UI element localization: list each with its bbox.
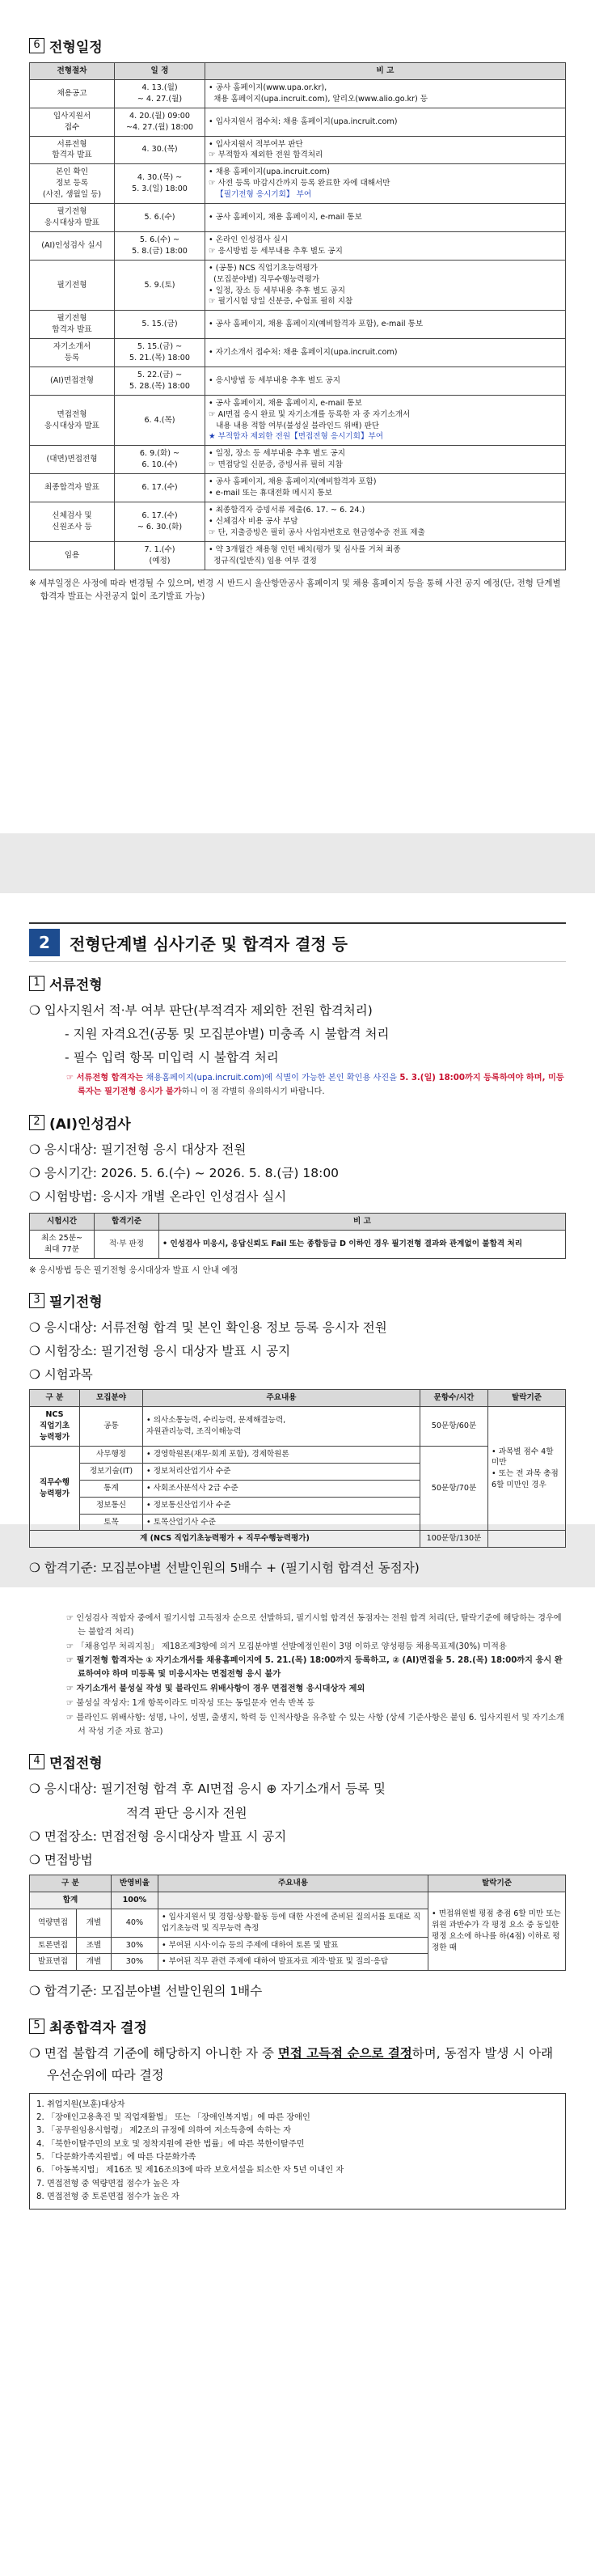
- iv-total-label: 합계: [30, 1892, 112, 1909]
- job-content: • 사회조사분석사 2급 수준: [143, 1480, 420, 1497]
- section-title-text: 서류전형: [49, 977, 103, 994]
- priority-item: 4. 「북한이탈주민의 보호 및 정착지원에 관한 법률」에 따른 북한이탈주민: [36, 2139, 305, 2149]
- doc-line-3: - 필수 입력 항목 미입력 시 불합격 처리: [65, 1050, 279, 1066]
- schedule-note-line: • 공사 홈페이지, 채용 홈페이지(예비합격자 포함), e-mail 통보: [209, 320, 424, 329]
- priority-item: 6. 「아동복지법」 제16조 및 제16조의3에 따라 보호서설을 퇴소한 자 5년 이내인 자: [36, 2166, 344, 2176]
- schedule-note-line: • 입사지원서 접수처: 채용 홈페이지(upa.incruit.com): [209, 117, 398, 126]
- final-line: [29, 2043, 566, 2087]
- schedule-date: 5. 15.(금) ~ 5. 21.(목) 18:00: [115, 339, 205, 367]
- schedule-row: [30, 79, 566, 108]
- schedule-step: (AI)인성검사 실시: [30, 231, 115, 260]
- iv-header-type: 구 분: [30, 1875, 112, 1892]
- schedule-note-line: • 일정, 장소 등 세부내용 추후 별도 공지: [209, 286, 346, 295]
- job-field: 토목: [80, 1514, 143, 1531]
- section-title-final: [29, 2016, 566, 2036]
- schedule-step: 채용공고: [30, 79, 115, 108]
- schedule-note: [205, 164, 566, 204]
- chapter-band: [29, 922, 566, 962]
- job-qty: 50문항/70분: [420, 1446, 488, 1531]
- schedule-note-line: • 입사지원서 적부여부 판단: [209, 139, 303, 149]
- iv-total-ratio: 100%: [111, 1892, 158, 1909]
- written-pass-line: ❍ 합격기준: 모집분야별 선발인원의 5배수 + (필기시험 합격선 동점자): [29, 1561, 420, 1576]
- job-field: 정보기술(IT): [80, 1463, 143, 1480]
- section-title-ai: [29, 1112, 566, 1133]
- iv-content: • 부여된 시사·이슈 등의 주제에 대하여 토론 및 발표: [158, 1937, 428, 1954]
- schedule-note-line: 정규직(일반직) 임용 여부 결정: [209, 556, 317, 566]
- schedule-note-line: 내용 내용 적합 여부(불성실 블라인드 위배) 판단: [209, 421, 380, 430]
- ncs-field: 공통: [80, 1407, 143, 1447]
- schedule-step: 필기전형: [30, 260, 115, 311]
- section-title-text: (AI)인성검사: [49, 1116, 131, 1133]
- written-line-3: ❍ 시험과목: [29, 1367, 93, 1383]
- schedule-note-line: • 온라인 인성검사 실시: [209, 235, 289, 244]
- schedule-note-line: • 채용 홈페이지(upa.incruit.com): [209, 167, 330, 177]
- exam-header-drop: 탈락기준: [488, 1390, 566, 1407]
- schedule-date: 4. 30.(목) ~ 5. 3.(일) 18:00: [115, 164, 205, 204]
- page-schedule: [0, 0, 595, 833]
- ai-header-time: 시험시간: [30, 1214, 95, 1231]
- page-interview: [0, 1587, 595, 2576]
- ai-criteria: 적·부 판정: [95, 1231, 159, 1259]
- ai-header-note: 비 고: [159, 1214, 566, 1231]
- final-line-a: ❍ 면접 불합격 기준에 해당하지 아니한 자 중: [29, 2045, 278, 2061]
- interview-line-3: ❍ 면접장소: 면접전형 응시대상자 발표 시 공지: [29, 1828, 287, 1844]
- schedule-note: [205, 204, 566, 232]
- ai-table: [29, 1213, 566, 1259]
- exam-drop: • 과목별 점수 4할 미만 • 또는 전 과목 총점 6할 미만인 경우: [488, 1407, 566, 1531]
- exam-total-label: 계 (NCS 직업기초능력평가 + 직무수행능력평가): [30, 1531, 420, 1548]
- schedule-note-line: ☞ 면접당일 신분증, 증빙서류 필히 지참: [209, 460, 343, 470]
- ai-line-2: ❍ 응시기간: 2026. 5. 6.(수) ~ 2026. 5. 8.(금) 18:00: [29, 1166, 340, 1181]
- schedule-step: 최종합격자 발표: [30, 474, 115, 502]
- priority-item: 2. 「장애인고용촉진 및 직업재활법」 또는 「장애인복지법」에 따른 장애인: [36, 2113, 310, 2123]
- section-number: 1: [29, 976, 44, 991]
- exam-header-type: 구 분: [30, 1390, 80, 1407]
- section-number: 5: [29, 2019, 44, 2034]
- job-content: • 경영학원론(재무·회계 포함), 경제학원론: [143, 1446, 420, 1463]
- schedule-note-line: 채용 홈페이지(upa.incruit.com), 알리오(www.alio.go.kr) 등: [209, 94, 428, 104]
- schedule-date: 5. 6.(수) ~ 5. 8.(금) 18:00: [115, 231, 205, 260]
- schedule-note: [205, 474, 566, 502]
- schedule-note-line: ★ 부적합자 제외한 전원【면접전형 응시기회】부여: [209, 432, 384, 442]
- schedule-row: [30, 136, 566, 164]
- exam-total-qty: 100문항/130분: [420, 1531, 488, 1548]
- col-header-date: 일 정: [115, 63, 205, 80]
- schedule-row: [30, 474, 566, 502]
- schedule-step: 신체검사 및 신원조사 등: [30, 502, 115, 542]
- section-title-interview: [29, 1752, 566, 1772]
- written-note: ☞ 인성검사 적합자 중에서 필기시험 고득점자 순으로 선발하되, 필기시험 합격선 동점자는 전원 합격 처리(단, 탈락기준에 해당하는 경우에는 불합격 처리): [66, 1614, 562, 1637]
- iv-name: 역량면접: [30, 1909, 77, 1937]
- job-content: • 정보처리산업기사 수준: [143, 1463, 420, 1480]
- schedule-row: [30, 502, 566, 542]
- ncs-content: • 의사소통능력, 수리능력, 문제해결능력, 자원관리능력, 조직이해능력: [143, 1407, 420, 1447]
- schedule-note-line: (모집분야별) 직무수행능력평가: [209, 274, 320, 284]
- schedule-row: [30, 164, 566, 204]
- doc-line-2: - 지원 자격요건(공통 및 모집분야별) 미충족 시 불합격 처리: [65, 1027, 390, 1042]
- written-note: ☞ 「채용업무 처리지침」 제18조제3항에 의거 모집분야별 선발예정인원이 3명 이하로 양성평등 채용목표제(30%) 미적용: [66, 1642, 507, 1651]
- schedule-step: 입사지원서 접수: [30, 108, 115, 136]
- job-content: • 정보통신산업기사 수준: [143, 1497, 420, 1514]
- job-field: 통계: [80, 1480, 143, 1497]
- iv-content: • 부여된 직무 관련 주제에 대하여 발표자료 제작·발표 및 질의·응답: [158, 1954, 428, 1971]
- ai-line-1: ❍ 응시대상: 필기전형 응시 대상자 전원: [29, 1142, 247, 1158]
- schedule-note-line: ☞ 단, 지출증빙은 필히 공사 사업자번호로 현금영수증 전표 제출: [209, 527, 425, 537]
- doc-note-c: 5. 3.(일) 18:00까지 등록하여야 하며,: [399, 1074, 546, 1083]
- schedule-row: [30, 311, 566, 339]
- schedule-note-line: • e-mail 또는 휴대전화 메시지 통보: [209, 489, 332, 498]
- interview-pass-line: ❍ 합격기준: 모집분야별 선발인원의 1배수: [29, 1984, 263, 1999]
- written-line-1: ❍ 응시대상: 서류전형 합격 및 본인 확인용 정보 등록 응시자 전원: [29, 1320, 387, 1335]
- schedule-note-line: ☞ 부적합자 제외한 전원 합격처리: [209, 150, 323, 160]
- schedule-note-line: • 자기소개서 접수처: 채용 홈페이지(upa.incruit.com): [209, 348, 398, 358]
- written-notes: [29, 1612, 566, 1739]
- schedule-note-line: ☞ 필기시험 당일 신분증, 수험표 필히 지참: [209, 297, 353, 307]
- interview-table: [29, 1875, 566, 1971]
- schedule-note: [205, 502, 566, 542]
- doc-note-d: 미등록자는 필기전형 응시가 불가: [78, 1074, 564, 1097]
- job-field: 정보통신: [80, 1497, 143, 1514]
- col-header-note: 비 고: [205, 63, 566, 80]
- section-title-schedule: [29, 36, 566, 56]
- schedule-step: 자기소개서 등록: [30, 339, 115, 367]
- schedule-row: [30, 446, 566, 474]
- schedule-table: [29, 62, 566, 570]
- section-title-text: 전형일정: [49, 40, 103, 56]
- section-title-document: [29, 973, 566, 994]
- job-field: 사무행정: [80, 1446, 143, 1463]
- schedule-note: [205, 79, 566, 108]
- schedule-step: 임용: [30, 541, 115, 570]
- ai-header-criteria: 합격기준: [95, 1214, 159, 1231]
- schedule-step: (AI)면접전형: [30, 366, 115, 395]
- schedule-date: 5. 9.(토): [115, 260, 205, 311]
- schedule-note-line: • 응시방법 등 세부내용 추후 별도 공지: [209, 375, 340, 385]
- exam-header-content: 주요내용: [143, 1390, 420, 1407]
- written-note: ☞ 필기전형 합격자는 ① 자기소개서를 채용홈페이지에 5. 21.(목) 18:00까지 등록하고, ② (AI)면접을 5. 28.(목) 18:00까지 응시 완료하여야 하며 미등록 및 미응시자는 면접전형 응시 불가: [66, 1656, 563, 1680]
- doc-photo-note: [29, 1072, 566, 1099]
- schedule-note-line: ☞ 사전 등록 마감시간까지 등록 완료한 자에 대해서만: [209, 179, 390, 189]
- section-number: 2: [29, 1115, 44, 1130]
- section-number: 4: [29, 1754, 44, 1769]
- schedule-date: 5. 15.(금): [115, 311, 205, 339]
- ncs-label: NCS 직업기초 능력평가: [30, 1407, 80, 1447]
- written-note: ☞ 자기소개서 불성실 작성 및 블라인드 위배사항이 경우 면접전형 응시대상자 제외: [66, 1684, 365, 1694]
- iv-header-ratio: 반영비율: [111, 1875, 158, 1892]
- written-note: ☞ 블라인드 위배사항: 성명, 나이, 성별, 출생지, 학력 등 인적사항을 유추할 수 있는 사항 (상세 기준사항은 붙임 6. 입사지원서 및 자기소개서 작성 기준 자료 참고): [66, 1713, 564, 1736]
- schedule-note-line: ☞ 응시방법 등 세부내용 추후 별도 공지: [209, 246, 343, 256]
- exam-total-empty: [488, 1531, 566, 1548]
- exam-header-qty: 문항수/시간: [420, 1390, 488, 1407]
- job-label: 직무수행 능력평가: [30, 1446, 80, 1531]
- doc-note-e: 하니 이 점 각별히 유의하시기 바랍니다.: [181, 1087, 325, 1097]
- interview-line-1: ❍ 응시대상: 필기전형 합격 후 AI면접 응시 ⊕ 자기소개서 등록 및: [29, 1782, 386, 1797]
- schedule-date: 7. 1.(수) (예정): [115, 541, 205, 570]
- section-title-text: 면접전형: [49, 1756, 103, 1773]
- schedule-note: [205, 108, 566, 136]
- priority-box: [29, 2093, 566, 2210]
- schedule-note: [205, 260, 566, 311]
- schedule-date: 5. 22.(금) ~ 5. 28.(목) 18:00: [115, 366, 205, 395]
- section-number: 6: [29, 38, 44, 53]
- schedule-note: [205, 231, 566, 260]
- iv-ratio: 30%: [111, 1937, 158, 1954]
- iv-name: 토론면접: [30, 1937, 77, 1954]
- iv-kind: 조별: [77, 1937, 112, 1954]
- section-title-text: 필기전형: [49, 1294, 103, 1311]
- schedule-note-line: • 공사 홈페이지, 채용 홈페이지, e-mail 통보: [209, 398, 362, 408]
- iv-ratio: 30%: [111, 1954, 158, 1971]
- interview-line-4: ❍ 면접방법: [29, 1852, 93, 1867]
- schedule-step: 서류전형 합격자 발표: [30, 136, 115, 164]
- schedule-note: [205, 395, 566, 446]
- schedule-date: 6. 17.(수): [115, 474, 205, 502]
- schedule-row: [30, 366, 566, 395]
- col-header-step: 전형절차: [30, 63, 115, 80]
- written-line-2: ❍ 시험장소: 필기전형 응시 대상자 발표 시 공지: [29, 1344, 291, 1359]
- ai-time: 최소 25분~ 최대 77분: [30, 1231, 95, 1259]
- section-title-written: [29, 1290, 566, 1311]
- schedule-note: [205, 541, 566, 570]
- iv-content: • 입사지원서 및 경험·상황·활동 등에 대한 사전에 준비된 질의서를 토대로 직업기초능력 및 직무능력 측정: [158, 1909, 428, 1937]
- schedule-date: 6. 17.(수) ~ 6. 30.(화): [115, 502, 205, 542]
- schedule-note-line: • 약 3개월간 채용형 인턴 배치(평가 및 심사를 거쳐 최종: [209, 544, 401, 554]
- schedule-row: [30, 541, 566, 570]
- page-criteria: [0, 893, 595, 1576]
- schedule-note-line: • 신체검사 비용 공사 부담: [209, 516, 298, 526]
- job-content: • 토목산업기사 수준: [143, 1514, 420, 1531]
- iv-name: 발표면접: [30, 1954, 77, 1971]
- priority-item: 7. 면접전형 중 역량면접 점수가 높은 자: [36, 2179, 179, 2188]
- schedule-row: [30, 204, 566, 232]
- schedule-step: 면접전형 응시대상자 발표: [30, 395, 115, 446]
- doc-note-a: ☞ 서류전형 합격자는: [66, 1074, 146, 1083]
- final-line-b: 면접 고득점 순으로 결정: [277, 2045, 412, 2061]
- schedule-note: [205, 446, 566, 474]
- schedule-date: 4. 20.(월) 09:00 ~4. 27.(월) 18:00: [115, 108, 205, 136]
- schedule-note-line: • 공사 홈페이지, 채용 홈페이지, e-mail 통보: [209, 213, 362, 222]
- iv-total-empty: [158, 1892, 428, 1909]
- schedule-step: 필기전형 응시대상자 발표: [30, 204, 115, 232]
- final-line-c: 하며, 동점자 발생 시 아래 우선순위에 따라 결정: [47, 2045, 554, 2082]
- exam-header-field: 모집분야: [80, 1390, 143, 1407]
- schedule-note: [205, 339, 566, 367]
- doc-note-b: 채용홈페이지(upa.incruit.com)에 식별이 가능한 본인 확인용 사진을: [146, 1074, 398, 1083]
- exam-table: [29, 1389, 566, 1548]
- priority-item: 5. 「다문화가족지원법」에 따른 다문화가족: [36, 2153, 196, 2163]
- iv-kind: 개별: [77, 1954, 112, 1971]
- schedule-step: (대면)면접전형: [30, 446, 115, 474]
- iv-header-drop: 탈락기준: [428, 1875, 566, 1892]
- schedule-date: 6. 4.(목): [115, 395, 205, 446]
- schedule-note-line: ☞ AI면접 응시 완료 및 자기소개를 등록한 자 중 자기소개서: [209, 409, 411, 419]
- schedule-note-line: • 최종합격자 증빙서류 제출(6. 17. ~ 6. 24.): [209, 506, 365, 515]
- schedule-body: [30, 79, 566, 570]
- schedule-note-line: • (공통) NCS 직업기초능력평가: [209, 263, 318, 273]
- schedule-note-line: • 공사 홈페이지, 채용 홈페이지(예비합격자 포함): [209, 477, 377, 487]
- schedule-note-line: 【필기전형 응시기회】 부여: [209, 190, 312, 200]
- ai-footnote: ※ 응시방법 등은 필기전형 응시대상자 발표 시 안내 예정: [29, 1265, 238, 1276]
- iv-ratio: 40%: [111, 1909, 158, 1937]
- ai-note: • 인성검사 미응시, 응답신뢰도 Fail 또는 종합등급 D 이하인 경우 필기전형 결과와 관계없이 불합격 처리: [159, 1231, 566, 1259]
- schedule-row: [30, 339, 566, 367]
- doc-line-1: ❍ 입사지원서 적·부 여부 판단(부적격자 제외한 전원 합격처리): [29, 1003, 373, 1018]
- schedule-date: 6. 9.(화) ~ 6. 10.(수): [115, 446, 205, 474]
- iv-kind: 개별: [77, 1909, 112, 1937]
- schedule-date: 5. 6.(수): [115, 204, 205, 232]
- schedule-note: [205, 136, 566, 164]
- schedule-note-line: • 일정, 장소 등 세부내용 추후 별도 공지: [209, 449, 346, 459]
- written-note: ☞ 불성실 작성자: 1개 항목이라도 미작성 또는 동일문자 연속 반복 등: [66, 1698, 315, 1708]
- schedule-row: [30, 231, 566, 260]
- schedule-step: 본인 확인 정보 등록 (사진, 생월일 등): [30, 164, 115, 204]
- schedule-note: [205, 366, 566, 395]
- chapter-title: 전형단계별 심사기준 및 합격자 결정 등: [70, 934, 348, 954]
- schedule-row: [30, 108, 566, 136]
- schedule-note: [205, 311, 566, 339]
- schedule-date: 4. 30.(목): [115, 136, 205, 164]
- schedule-note-line: • 공사 홈페이지(www.upa.or.kr),: [209, 83, 327, 92]
- schedule-date: 4. 13.(월) ~ 4. 27.(월): [115, 79, 205, 108]
- priority-item: 3. 「공무원임용시험령」 제2조의 규정에 의하여 저소득층에 속하는 자: [36, 2126, 292, 2136]
- interview-line-2: 적격 판단 응시자 전원: [126, 1805, 247, 1820]
- schedule-footnote: ※ 세부일정은 사정에 따라 변경될 수 있으며, 변경 시 반드시 울산항만공사 홈페이지 및 채용 홈페이지 등을 통해 사전 공지 예정(단, 전형 단계별 합격자 발표는 사전공지 없이 조기발표 가능): [29, 578, 561, 602]
- schedule-row: [30, 260, 566, 311]
- section-number: 3: [29, 1293, 44, 1308]
- section-title-text: 최종합격자 결정: [49, 2019, 147, 2036]
- schedule-step: 필기전형 합격자 발표: [30, 311, 115, 339]
- ai-line-3: ❍ 시험방법: 응시자 개별 온라인 인성검사 실시: [29, 1189, 287, 1205]
- iv-header-content: 주요내용: [158, 1875, 428, 1892]
- priority-item: 1. 취업지원(보훈)대상자: [36, 2099, 125, 2109]
- iv-drop: • 면접위원별 평점 총점 6할 미만 또는 위원 과반수가 각 평정 요소 중 동일한 평정 요소에 하나를 하(4점) 이하로 평정한 때: [428, 1892, 566, 1971]
- priority-item: 8. 면접전형 중 토론면접 점수가 높은 자: [36, 2192, 179, 2201]
- schedule-row: [30, 395, 566, 446]
- chapter-number: 2: [29, 929, 60, 956]
- ncs-qty: 50문항/60분: [420, 1407, 488, 1447]
